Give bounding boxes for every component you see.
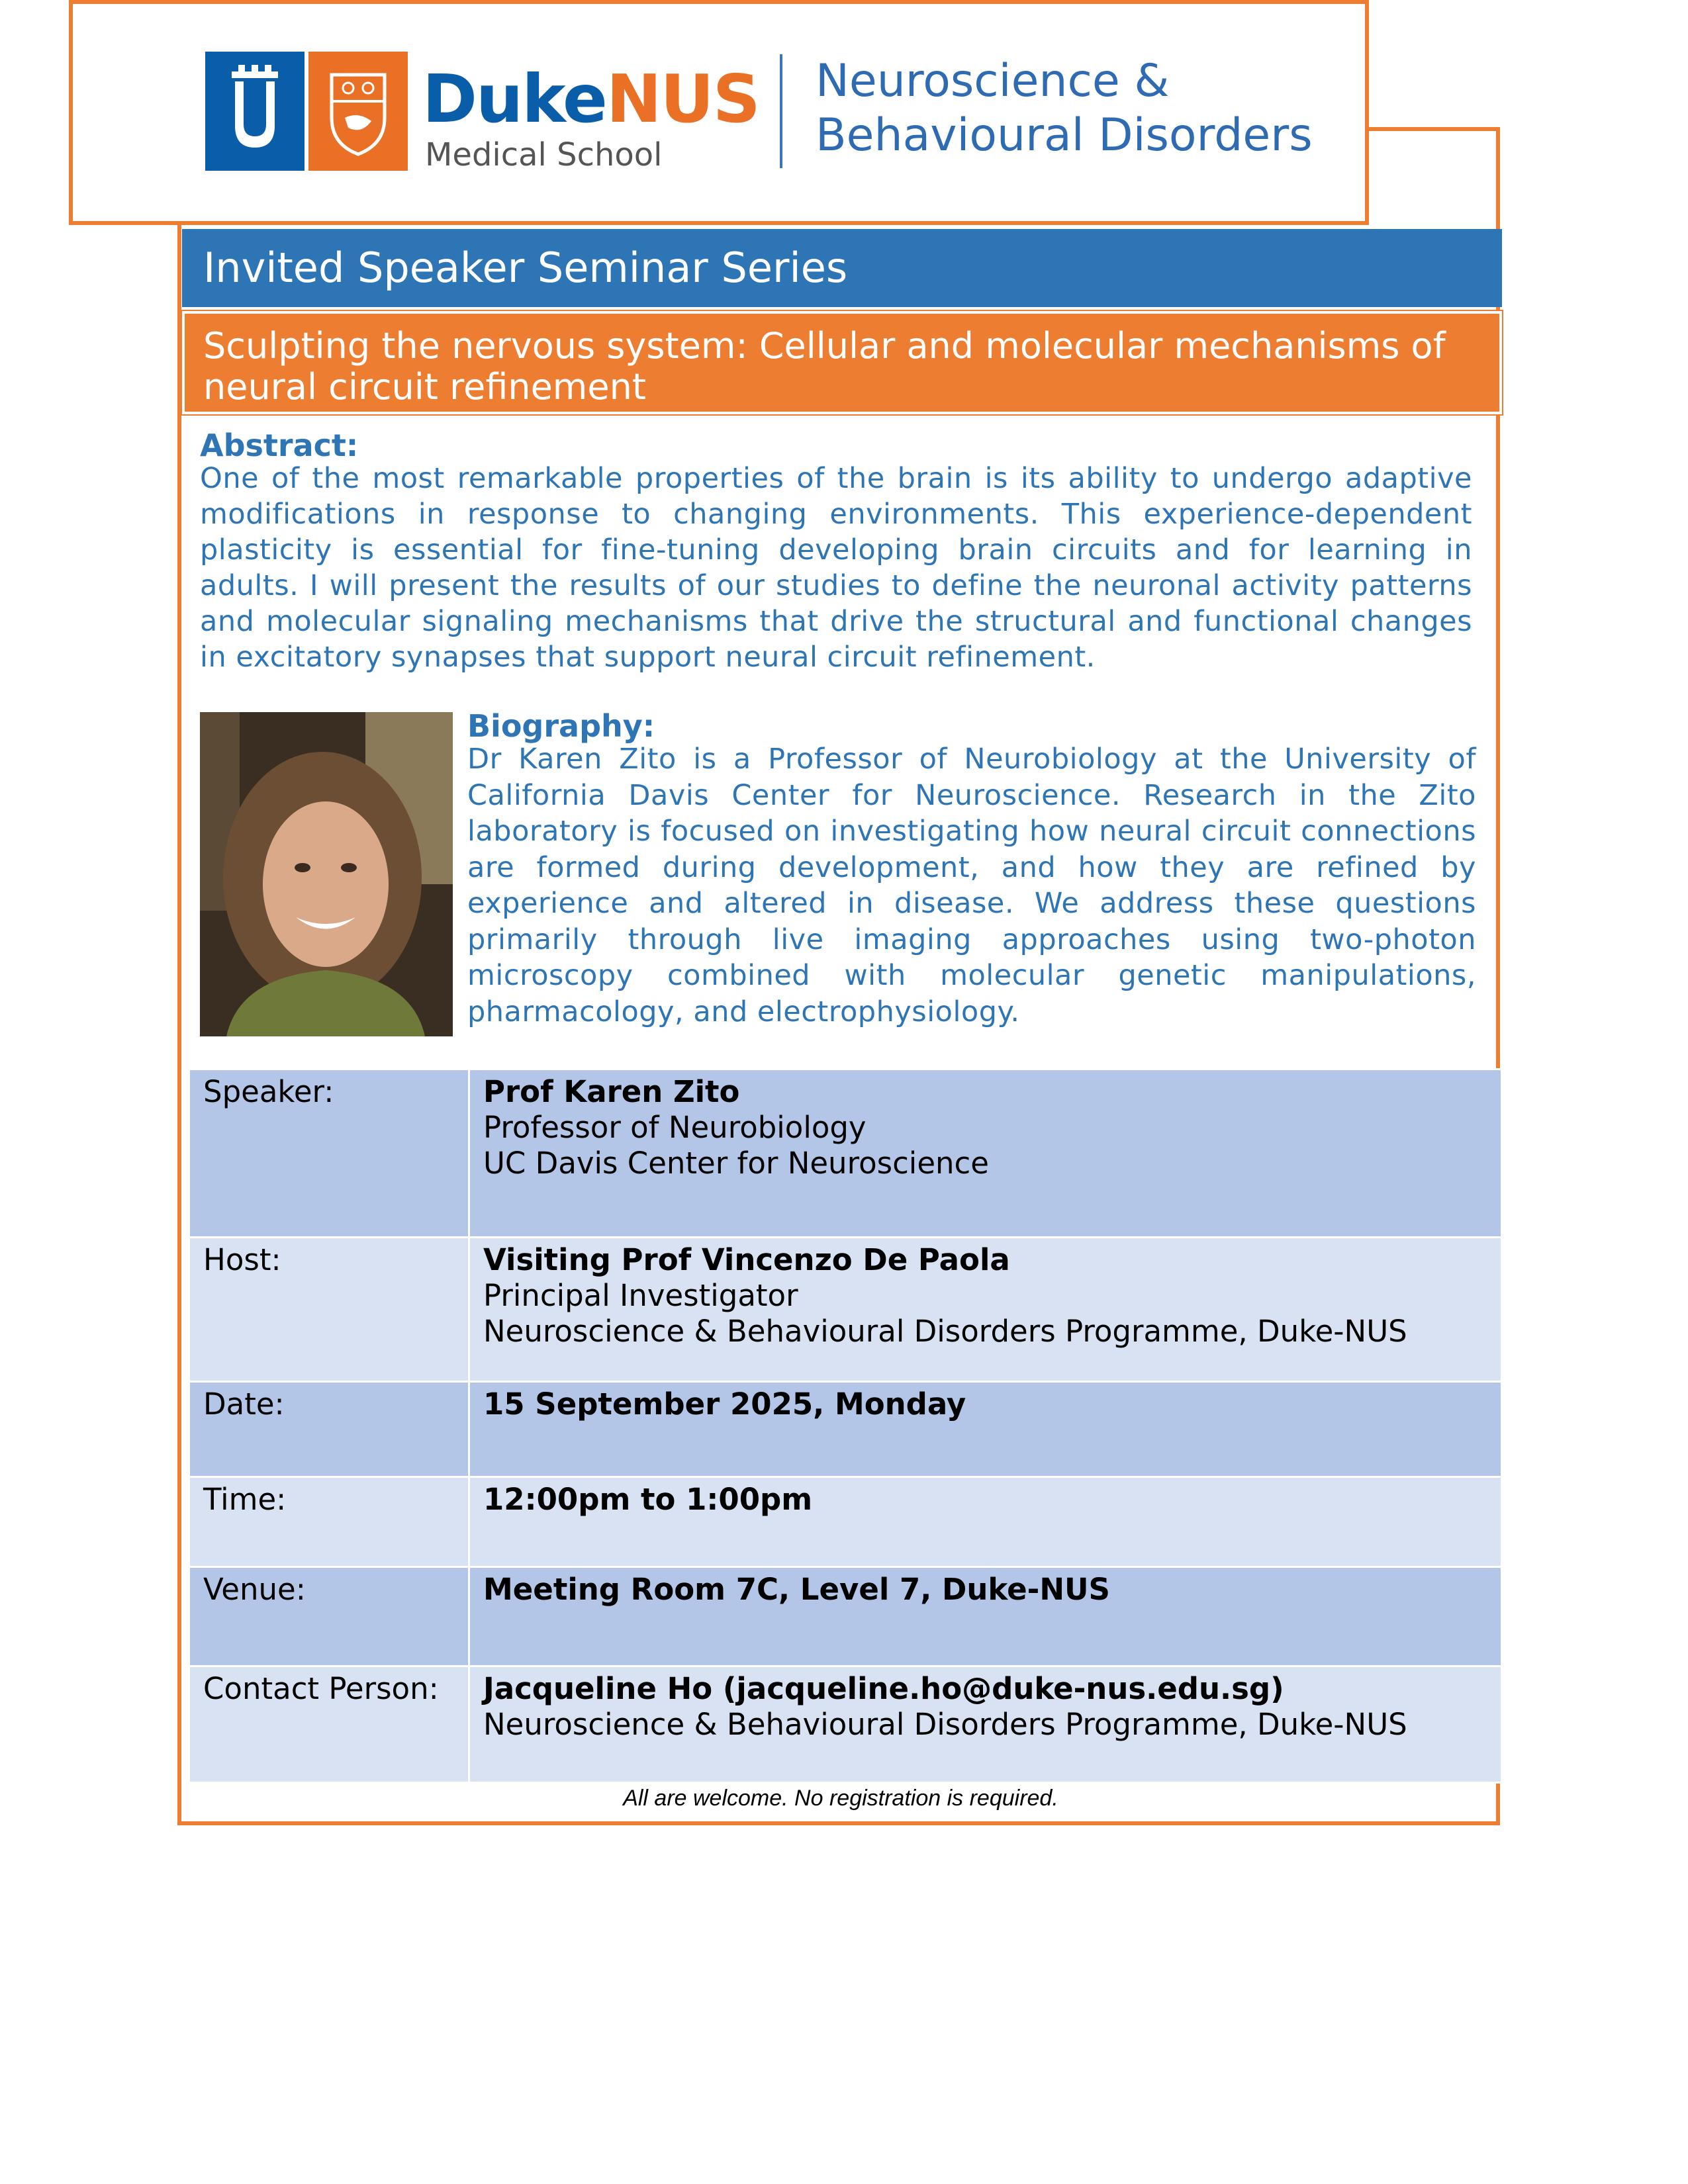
duke-shield-logo [205, 52, 305, 171]
contact-label: Contact Person: [189, 1666, 469, 1783]
nus-crest-logo [308, 52, 408, 171]
programme-title-line2: Behavioural Disorders [816, 109, 1313, 161]
table-row-contact [189, 1666, 1502, 1783]
logo-nus-text: NUS [606, 60, 759, 138]
contact-name: Jacqueline Ho (jacqueline.ho@duke-nus.edu.sg) [483, 1671, 1284, 1706]
biography-body: Dr Karen Zito is a Professor of Neurobiology at the University of California Davis Center for Neuroscience. Research in the Zito laboratory is focused on investigating how neural circuit connections are formed during development, and how they are refined by experience and altered in disease. We address these questions primarily through live imaging approaches using two-photon microscopy combined with molecular genetic manipulations, pharmacology, and electrophysiology. [467, 743, 1476, 1028]
speaker-label: Speaker: [189, 1069, 469, 1238]
event-details-table [188, 1068, 1503, 1784]
speaker-name: Prof Karen Zito [483, 1074, 740, 1109]
header-divider [780, 54, 782, 168]
venue-label: Venue: [189, 1567, 469, 1666]
table-row-venue [189, 1567, 1502, 1666]
crest-icon [308, 52, 408, 171]
talk-title: Sculpting the nervous system: Cellular and molecular mechanisms of neural circuit refinement [182, 311, 1502, 414]
time-value: 12:00pm to 1:00pm [469, 1477, 1502, 1567]
host-value [469, 1238, 1502, 1382]
biography-heading: Biography: [467, 708, 655, 744]
abstract-heading: Abstract: [200, 428, 359, 463]
host-affiliation: Neuroscience & Behavioural Disorders Programme, Duke-NUS [483, 1314, 1407, 1349]
contact-affiliation: Neuroscience & Behavioural Disorders Programme, Duke-NUS [483, 1707, 1407, 1742]
time-label: Time: [189, 1477, 469, 1567]
programme-title-line1: Neuroscience & [816, 55, 1170, 107]
date-value: 15 September 2025, Monday [469, 1382, 1502, 1477]
table-row-time [189, 1477, 1502, 1567]
venue-value: Meeting Room 7C, Level 7, Duke-NUS [469, 1567, 1502, 1666]
date-label: Date: [189, 1382, 469, 1477]
table-row-speaker [189, 1069, 1502, 1238]
host-position: Principal Investigator [483, 1278, 798, 1313]
table-row-host [189, 1238, 1502, 1382]
speaker-value [469, 1069, 1502, 1238]
duke-shield-icon [205, 52, 305, 171]
host-label: Host: [189, 1238, 469, 1382]
footer-note: All are welcome. No registration is required. [623, 1786, 1058, 1811]
table-row-date [189, 1382, 1502, 1477]
contact-value [469, 1666, 1502, 1783]
programme-title [816, 54, 1313, 162]
speaker-portrait-icon [200, 712, 453, 1036]
logo-subtitle: Medical School [425, 136, 663, 173]
header [69, 0, 1369, 225]
host-name: Visiting Prof Vincenzo De Paola [483, 1242, 1010, 1277]
speaker-photo [200, 712, 453, 1036]
speaker-position: Professor of Neurobiology [483, 1110, 867, 1145]
speaker-affiliation: UC Davis Center for Neuroscience [483, 1146, 989, 1181]
logo-wordmark [422, 60, 759, 138]
logo-duke-text: Duke [422, 60, 606, 138]
series-title: Invited Speaker Seminar Series [182, 229, 1502, 307]
abstract-body: One of the most remarkable properties of the brain is its ability to undergo adaptive modifications in response to changing environments. This experience-dependent plasticity is essential for fine-tuning developing brain circuits and for learning in adults. I will present the results of our studies to define the neuronal activity patterns and molecular signaling mechanisms that drive the structural and functional changes in excitatory synapses that support neural circuit refinement. [200, 462, 1472, 674]
